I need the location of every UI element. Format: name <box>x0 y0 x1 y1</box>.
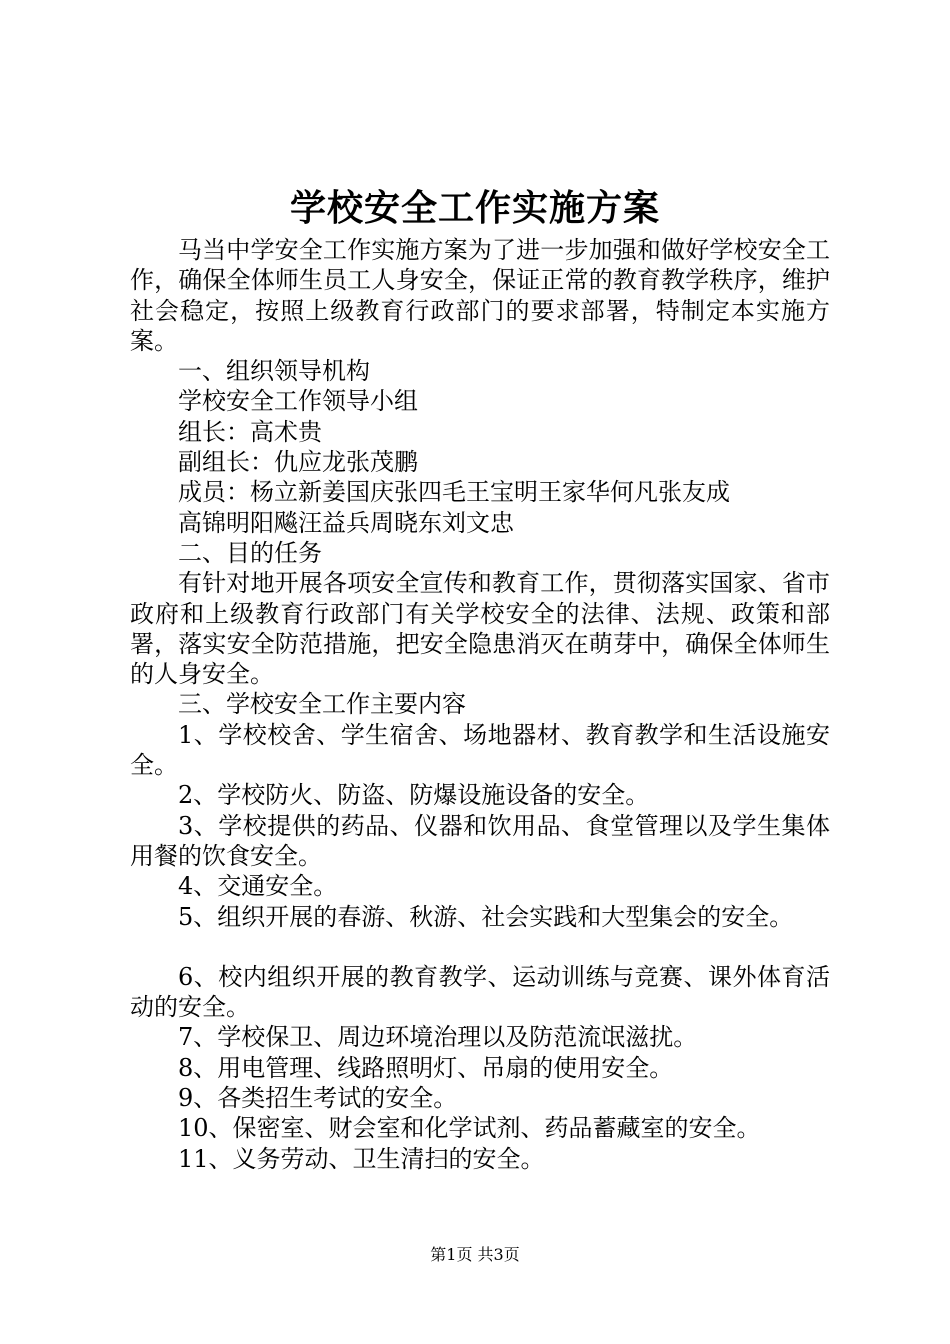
section-heading-content: 三、学校安全工作主要内容 <box>178 690 466 719</box>
deputy-group-leader: 副组长：仇应龙张茂鹏 <box>178 448 418 477</box>
leadership-group-title: 学校安全工作领导小组 <box>178 387 418 416</box>
content-item-4: 4、交通安全。 <box>178 872 338 901</box>
content-item-3: 3、学校提供的药品、仪器和饮用品、食堂管理以及学生集体用餐的饮食安全。 <box>130 811 830 870</box>
document-title: 学校安全工作实施方案 <box>289 187 660 229</box>
content-item-6: 6、校内组织开展的教育教学、运动训练与竞赛、课外体育活动的安全。 <box>130 962 830 1022</box>
content-item-2: 2、学校防火、防盗、防爆设施设备的安全。 <box>178 781 650 810</box>
content-item-1: 1、学校校舍、学生宿舍、场地器材、教育教学和生活设施安全。 <box>130 720 830 780</box>
group-leader: 组长：高术贵 <box>178 417 322 446</box>
content-item-7: 7、学校保卫、周边环境治理以及防范流氓滋扰。 <box>178 1023 698 1052</box>
content-item-10: 10、保密室、财会室和化学试剂、药品蓄藏室的安全。 <box>178 1114 761 1143</box>
content-item-9: 9、各类招生考试的安全。 <box>178 1084 458 1113</box>
document-body <box>130 235 830 1174</box>
purpose-paragraph: 有针对地开展各项安全宣传和教育工作，贯彻落实国家、省市政府和上级教育行政部门有关学校安全的法律、法规、政策和部署，落实安全防范措施，把安全隐患消灭在萌芽中，确保全体师生的人身安全。 <box>130 569 830 689</box>
section-heading-organization: 一、组织领导机构 <box>178 357 370 386</box>
content-item-11: 11、义务劳动、卫生清扫的安全。 <box>178 1144 545 1173</box>
content-item-8: 8、用电管理、线路照明灯、吊扇的使用安全。 <box>178 1053 674 1082</box>
section-heading-purpose: 二、目的任务 <box>178 538 322 567</box>
page-footer: 第1页 共3页 <box>430 1245 520 1264</box>
intro-paragraph: 马当中学安全工作实施方案为了进一步加强和做好学校安全工作，确保全体师生员工人身安全，保证正常的教育教学秩序，维护社会稳定，按照上级教育行政部门的要求部署，特制定本实施方案。 <box>130 236 830 355</box>
content-item-5: 5、组织开展的春游、秋游、社会实践和大型集会的安全。 <box>178 902 794 931</box>
group-members-continued: 高锦明阳飚汪益兵周晓东刘文忠 <box>178 508 514 537</box>
group-members: 成员：杨立新姜国庆张四毛王宝明王家华何凡张友成 <box>178 478 730 507</box>
paragraph-gap <box>130 932 830 962</box>
